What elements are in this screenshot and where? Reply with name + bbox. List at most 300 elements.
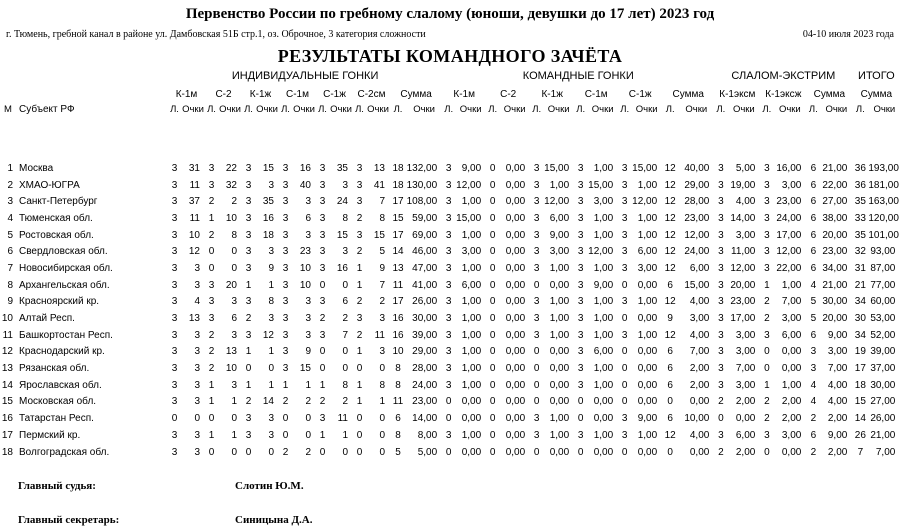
points-cell: 3,00 bbox=[735, 379, 756, 391]
region-cell: Красноярский кр. bbox=[19, 296, 100, 308]
laps-cell: 18 bbox=[854, 379, 866, 391]
laps-cell: 3 bbox=[718, 329, 724, 341]
points-cell: 7 bbox=[342, 329, 348, 341]
secretary-row bbox=[18, 514, 900, 526]
laps-cell: 0 bbox=[245, 363, 252, 375]
points-cell: 1,00 bbox=[593, 296, 614, 308]
points-cell: 23,00 bbox=[730, 296, 756, 308]
laps-cell: 3 bbox=[319, 262, 326, 274]
laps-cell: 3 bbox=[282, 229, 289, 241]
points-cell: 1 bbox=[268, 279, 274, 291]
laps-cell: 0 bbox=[489, 413, 496, 425]
discipline-header: К-1м bbox=[175, 89, 198, 100]
laps-cell: 3 bbox=[718, 212, 724, 224]
laps-cell: 3 bbox=[533, 262, 540, 274]
points-cell: 0 bbox=[305, 413, 311, 425]
laps-cell: 3 bbox=[282, 179, 289, 191]
laps-cell: 1 bbox=[356, 346, 363, 358]
points-cell: 8 bbox=[268, 296, 274, 308]
table-row bbox=[0, 260, 900, 277]
laps-cell: 3 bbox=[621, 413, 628, 425]
laps-cell: 0 bbox=[171, 413, 178, 425]
laps-cell: 3 bbox=[171, 363, 178, 375]
laps-cell: 1 bbox=[356, 262, 363, 274]
points-cell: 3 bbox=[194, 396, 200, 408]
laps-cell: 6 bbox=[667, 363, 673, 375]
points-cell: 28,00 bbox=[684, 196, 710, 208]
points-cell: 0,00 bbox=[593, 446, 614, 458]
laps-cell: 3 bbox=[245, 179, 252, 191]
laps-cell: 3 bbox=[245, 229, 252, 241]
laps-cell: 3 bbox=[245, 429, 252, 441]
laps-cell: 3 bbox=[319, 296, 326, 308]
points-cell: 0,00 bbox=[549, 396, 570, 408]
table-row bbox=[0, 444, 900, 461]
points-cell: 35 bbox=[262, 196, 274, 208]
laps-cell: 26 bbox=[854, 429, 866, 441]
laps-cell: 3 bbox=[245, 196, 252, 208]
points-cell: 1 bbox=[305, 379, 311, 391]
spacer-cell bbox=[0, 116, 900, 160]
points-cell: 2,00 bbox=[827, 446, 848, 458]
laps-cell: 0 bbox=[489, 229, 496, 241]
laps-cell: 3 bbox=[810, 346, 817, 358]
points-cell: 3 bbox=[268, 313, 274, 325]
laps-cell: 3 bbox=[533, 313, 540, 325]
laps-cell: 0 bbox=[489, 329, 496, 341]
points-cell: 32 bbox=[225, 179, 237, 191]
points-cell: 30,00 bbox=[822, 296, 848, 308]
points-cell: 1,00 bbox=[593, 162, 614, 174]
laps-cell: 12 bbox=[664, 296, 676, 308]
laps-cell: 5 bbox=[810, 296, 817, 308]
laps-cell: 0 bbox=[208, 413, 215, 425]
points-cell: 7 bbox=[379, 196, 385, 208]
laps-cell: 0 bbox=[577, 446, 584, 458]
points-cell: 28,00 bbox=[412, 363, 438, 375]
discipline-header-row bbox=[0, 83, 900, 102]
points-cell: 7,00 bbox=[875, 446, 896, 458]
laps-cell: 3 bbox=[282, 313, 289, 325]
laps-cell: 0 bbox=[489, 396, 496, 408]
points-cell: 1 bbox=[268, 379, 274, 391]
points-cell: 3 bbox=[268, 429, 274, 441]
laps-cell: 3 bbox=[533, 162, 540, 174]
discipline-header: С-2см bbox=[357, 89, 386, 100]
laps-cell: 3 bbox=[208, 313, 215, 325]
points-cell: 0,00 bbox=[505, 279, 526, 291]
laps-cell: 0 bbox=[319, 346, 326, 358]
laps-cell: 1 bbox=[319, 379, 326, 391]
region-cell: Свердловская обл. bbox=[19, 246, 108, 258]
points-cell: 9,00 bbox=[461, 162, 482, 174]
laps-cell: 1 bbox=[208, 212, 215, 224]
discipline-header: Сумма bbox=[672, 89, 704, 100]
points-cell: 2 bbox=[379, 296, 385, 308]
laps-cell: 3 bbox=[533, 296, 540, 308]
place-cell: 1 bbox=[7, 162, 13, 174]
points-cell: 39,00 bbox=[412, 329, 438, 341]
place-cell: 3 bbox=[7, 196, 13, 208]
points-cell: 13 bbox=[373, 162, 385, 174]
points-cell: 12 bbox=[188, 246, 200, 258]
laps-cell: 0 bbox=[445, 413, 452, 425]
laps-header: Л. bbox=[716, 103, 726, 115]
points-cell: 27,00 bbox=[822, 196, 848, 208]
laps-cell: 3 bbox=[577, 279, 584, 291]
points-cell: 21,00 bbox=[822, 162, 848, 174]
laps-cell: 3 bbox=[445, 346, 452, 358]
laps-cell: 12 bbox=[664, 229, 676, 241]
points-cell: 8,00 bbox=[417, 429, 438, 441]
points-cell: 27,00 bbox=[870, 396, 896, 408]
laps-cell: 3 bbox=[718, 162, 724, 174]
points-cell: 8 bbox=[231, 229, 237, 241]
points-cell: 10 bbox=[188, 229, 200, 241]
points-cell: 3 bbox=[194, 446, 200, 458]
laps-cell: 0 bbox=[718, 413, 724, 425]
laps-cell: 34 bbox=[854, 329, 866, 341]
points-cell: 1,00 bbox=[549, 296, 570, 308]
laps-cell: 2 bbox=[208, 196, 215, 208]
points-cell: 3 bbox=[194, 429, 200, 441]
laps-cell: 0 bbox=[489, 246, 496, 258]
region-cell: Пермский кр. bbox=[19, 429, 81, 441]
group-header-team: КОМАНДНЫЕ ГОНКИ bbox=[522, 70, 634, 82]
points-cell: 3 bbox=[379, 346, 385, 358]
laps-cell: 3 bbox=[764, 429, 770, 441]
points-cell: 10 bbox=[225, 212, 237, 224]
laps-cell: 12 bbox=[664, 162, 676, 174]
laps-cell: 3 bbox=[171, 196, 178, 208]
laps-cell: 3 bbox=[208, 162, 215, 174]
place-cell: 11 bbox=[2, 329, 13, 341]
discipline-header: К-1м bbox=[453, 89, 475, 100]
table-row bbox=[0, 377, 900, 394]
points-cell: 46,00 bbox=[412, 246, 438, 258]
laps-cell: 6 bbox=[810, 246, 817, 258]
laps-header: Л. bbox=[207, 103, 216, 115]
points-cell: 15,00 bbox=[544, 162, 570, 174]
laps-cell: 33 bbox=[854, 212, 866, 224]
points-cell: 0 bbox=[342, 446, 348, 458]
points-cell: 3 bbox=[342, 246, 348, 258]
laps-cell: 0 bbox=[489, 446, 496, 458]
laps-cell: 6 bbox=[810, 212, 817, 224]
points-cell: 11 bbox=[189, 212, 200, 224]
laps-cell: 1 bbox=[208, 396, 215, 408]
points-cell: 26,00 bbox=[412, 296, 438, 308]
points-cell: 2,00 bbox=[827, 413, 848, 425]
points-cell: 69,00 bbox=[412, 229, 438, 241]
points-cell: 11 bbox=[374, 329, 385, 341]
points-cell: 1,00 bbox=[593, 262, 614, 274]
points-cell: 2,00 bbox=[689, 363, 710, 375]
laps-cell: 3 bbox=[356, 162, 363, 174]
table-body bbox=[0, 116, 900, 460]
date-text: 04-10 июля 2023 года bbox=[802, 29, 894, 40]
laps-cell: 0 bbox=[621, 396, 628, 408]
laps-cell: 3 bbox=[718, 346, 724, 358]
laps-cell: 3 bbox=[445, 429, 452, 441]
laps-cell: 3 bbox=[621, 296, 628, 308]
laps-cell: 0 bbox=[621, 313, 628, 325]
laps-cell: 3 bbox=[282, 196, 289, 208]
region-cell: Ростовская обл. bbox=[19, 229, 94, 241]
points-cell: 0,00 bbox=[505, 296, 526, 308]
points-cell: 39,00 bbox=[870, 346, 896, 358]
laps-cell: 1 bbox=[764, 279, 770, 291]
points-cell: 1,00 bbox=[637, 329, 658, 341]
points-cell: 0,00 bbox=[637, 313, 658, 325]
laps-cell: 3 bbox=[171, 346, 178, 358]
points-cell: 0 bbox=[379, 363, 385, 375]
points-cell: 3 bbox=[194, 346, 200, 358]
laps-cell: 3 bbox=[621, 212, 628, 224]
laps-cell: 15 bbox=[392, 212, 404, 224]
points-cell: 181,00 bbox=[868, 179, 899, 191]
points-cell: 3 bbox=[231, 296, 237, 308]
laps-cell: 3 bbox=[171, 179, 178, 191]
points-cell: 0 bbox=[231, 246, 237, 258]
points-cell: 16 bbox=[336, 262, 348, 274]
laps-header: Л. bbox=[855, 103, 865, 115]
points-cell: 11 bbox=[189, 179, 200, 191]
laps-cell: 3 bbox=[319, 196, 326, 208]
laps-cell: 0 bbox=[489, 212, 496, 224]
points-cell: 1,00 bbox=[461, 429, 482, 441]
discipline-header: С-1м bbox=[286, 89, 309, 100]
points-cell: 8 bbox=[379, 212, 385, 224]
points-cell: 0 bbox=[231, 413, 237, 425]
points-cell: 17,00 bbox=[776, 229, 802, 241]
points-cell: 3,00 bbox=[781, 179, 802, 191]
laps-cell: 6 bbox=[810, 179, 817, 191]
laps-cell: 0 bbox=[489, 262, 496, 274]
laps-cell: 0 bbox=[764, 346, 770, 358]
laps-header: Л. bbox=[393, 103, 403, 115]
points-cell: 13 bbox=[225, 346, 237, 358]
laps-cell: 0 bbox=[319, 446, 326, 458]
points-cell: 10 bbox=[299, 279, 311, 291]
points-cell: 4 bbox=[194, 296, 200, 308]
laps-cell: 3 bbox=[577, 162, 584, 174]
laps-cell: 10 bbox=[392, 346, 404, 358]
discipline-header: С-2 bbox=[215, 89, 232, 100]
points-cell: 12,00 bbox=[588, 246, 614, 258]
laps-cell: 3 bbox=[445, 262, 452, 274]
points-cell: 3 bbox=[268, 246, 274, 258]
points-cell: 2 bbox=[231, 196, 237, 208]
points-cell: 0 bbox=[305, 429, 311, 441]
points-cell: 0,00 bbox=[781, 363, 802, 375]
laps-cell: 3 bbox=[764, 212, 770, 224]
secretary-name: Синицына Д.А. bbox=[235, 514, 313, 527]
points-cell: 8 bbox=[342, 379, 348, 391]
laps-cell: 21 bbox=[854, 279, 866, 291]
points-cell: 0,00 bbox=[637, 279, 658, 291]
laps-cell: 16 bbox=[392, 313, 404, 325]
points-cell: 6 bbox=[305, 212, 311, 224]
laps-cell: 36 bbox=[854, 179, 866, 191]
points-cell: 2 bbox=[342, 396, 348, 408]
discipline-header: К-1эксм bbox=[719, 89, 756, 100]
points-cell: 1,00 bbox=[461, 296, 482, 308]
discipline-header: С-2 bbox=[500, 89, 517, 100]
laps-cell: 8 bbox=[395, 429, 401, 441]
laps-cell: 14 bbox=[854, 413, 866, 425]
laps-cell: 2 bbox=[764, 296, 770, 308]
points-cell: 60,00 bbox=[870, 296, 896, 308]
table-row bbox=[0, 227, 900, 244]
laps-cell: 1 bbox=[356, 396, 363, 408]
region-header: Субъект РФ bbox=[19, 103, 75, 115]
laps-cell: 0 bbox=[533, 396, 540, 408]
laps-cell: 0 bbox=[489, 179, 496, 191]
points-cell: 0 bbox=[342, 346, 348, 358]
laps-cell: 6 bbox=[810, 196, 817, 208]
points-cell: 1,00 bbox=[593, 212, 614, 224]
laps-cell: 4 bbox=[810, 396, 817, 408]
points-cell: 1,00 bbox=[549, 313, 570, 325]
points-cell: 12,00 bbox=[730, 262, 756, 274]
laps-cell: 2 bbox=[208, 363, 215, 375]
laps-cell: 3 bbox=[718, 429, 724, 441]
points-cell: 2,00 bbox=[781, 413, 802, 425]
laps-cell: 3 bbox=[718, 379, 724, 391]
points-cell: 3 bbox=[305, 313, 311, 325]
points-cell: 21,00 bbox=[822, 279, 848, 291]
laps-cell: 17 bbox=[392, 296, 404, 308]
laps-cell: 3 bbox=[356, 196, 363, 208]
points-cell: 35 bbox=[336, 162, 348, 174]
points-cell: 9 bbox=[305, 346, 311, 358]
laps-cell: 6 bbox=[810, 429, 817, 441]
points-cell: 3 bbox=[231, 379, 237, 391]
laps-cell: 3 bbox=[445, 379, 452, 391]
points-cell: 12,00 bbox=[632, 196, 658, 208]
table-row bbox=[0, 160, 900, 177]
laps-cell: 3 bbox=[171, 429, 178, 441]
laps-cell: 2 bbox=[245, 396, 252, 408]
points-cell: 9,00 bbox=[637, 413, 658, 425]
laps-cell: 0 bbox=[489, 313, 496, 325]
place-cell: 14 bbox=[1, 379, 13, 391]
region-cell: Татарстан Респ. bbox=[19, 413, 94, 425]
region-cell: Санкт-Петербург bbox=[19, 196, 98, 208]
laps-cell: 3 bbox=[764, 229, 770, 241]
points-cell: 24,00 bbox=[412, 379, 438, 391]
group-header-row bbox=[0, 69, 900, 83]
points-header: Очки bbox=[219, 103, 241, 115]
laps-header: Л. bbox=[620, 103, 630, 115]
laps-cell: 2 bbox=[356, 212, 363, 224]
place-cell: 4 bbox=[7, 212, 13, 224]
points-cell: 12 bbox=[262, 329, 274, 341]
laps-cell: 6 bbox=[667, 379, 673, 391]
points-cell: 1,00 bbox=[549, 329, 570, 341]
laps-cell: 3 bbox=[577, 196, 584, 208]
laps-cell: 16 bbox=[392, 329, 404, 341]
discipline-header: Сумма bbox=[813, 89, 846, 100]
points-cell: 3 bbox=[194, 363, 200, 375]
points-cell: 1 bbox=[231, 396, 237, 408]
laps-cell: 3 bbox=[356, 313, 363, 325]
points-header: Очки bbox=[732, 103, 755, 115]
laps-cell: 0 bbox=[489, 162, 496, 174]
laps-cell: 2 bbox=[810, 413, 817, 425]
place-cell: 12 bbox=[1, 346, 13, 358]
table-row bbox=[0, 277, 900, 294]
laps-cell: 0 bbox=[533, 346, 540, 358]
points-cell: 15,00 bbox=[588, 179, 614, 191]
place-cell: 2 bbox=[7, 179, 13, 191]
points-cell: 1,00 bbox=[637, 212, 658, 224]
points-cell: 0,00 bbox=[549, 346, 570, 358]
points-cell: 37,00 bbox=[870, 363, 896, 375]
laps-cell: 3 bbox=[282, 246, 289, 258]
laps-cell: 3 bbox=[533, 329, 540, 341]
points-cell: 24,00 bbox=[684, 246, 710, 258]
laps-cell: 35 bbox=[854, 229, 866, 241]
points-header: Очки bbox=[367, 103, 389, 115]
laps-cell: 1 bbox=[356, 379, 363, 391]
laps-cell: 2 bbox=[356, 329, 363, 341]
laps-cell: 12 bbox=[664, 246, 676, 258]
laps-header: Л. bbox=[170, 103, 179, 115]
points-cell: 15 bbox=[336, 229, 348, 241]
laps-header: Л. bbox=[281, 103, 290, 115]
laps-cell: 1 bbox=[208, 379, 215, 391]
judge-name: Слотин Ю.М. bbox=[235, 480, 304, 493]
laps-cell: 12 bbox=[664, 262, 676, 274]
points-cell: 0,00 bbox=[505, 246, 526, 258]
points-cell: 24 bbox=[336, 196, 348, 208]
points-cell: 1,00 bbox=[461, 329, 482, 341]
laps-cell: 3 bbox=[245, 162, 252, 174]
points-cell: 16 bbox=[262, 212, 274, 224]
laps-cell: 3 bbox=[282, 212, 289, 224]
points-cell: 0,00 bbox=[505, 179, 526, 191]
points-header: Очки bbox=[413, 103, 435, 115]
laps-cell: 3 bbox=[445, 162, 452, 174]
laps-header: Л. bbox=[444, 103, 454, 115]
laps-cell: 3 bbox=[171, 229, 178, 241]
laps-cell: 0 bbox=[489, 296, 496, 308]
points-cell: 1,00 bbox=[593, 313, 614, 325]
points-cell: 9 bbox=[379, 262, 385, 274]
points-cell: 8 bbox=[379, 379, 385, 391]
points-cell: 5 bbox=[379, 246, 385, 258]
points-cell: 1,00 bbox=[593, 329, 614, 341]
laps-cell: 17 bbox=[854, 363, 866, 375]
points-cell: 0 bbox=[194, 413, 200, 425]
points-cell: 3 bbox=[268, 179, 274, 191]
laps-cell: 3 bbox=[577, 229, 584, 241]
laps-cell: 3 bbox=[282, 262, 289, 274]
laps-cell: 0 bbox=[282, 413, 289, 425]
points-cell: 5,00 bbox=[735, 162, 756, 174]
points-header: Очки bbox=[459, 103, 482, 115]
points-header: Очки bbox=[873, 103, 896, 115]
points-cell: 2 bbox=[342, 313, 348, 325]
points-cell: 37 bbox=[188, 196, 200, 208]
laps-cell: 0 bbox=[245, 446, 252, 458]
laps-cell: 0 bbox=[577, 413, 584, 425]
points-cell: 1,00 bbox=[593, 379, 614, 391]
points-cell: 41 bbox=[373, 179, 385, 191]
points-cell: 163,00 bbox=[868, 196, 899, 208]
